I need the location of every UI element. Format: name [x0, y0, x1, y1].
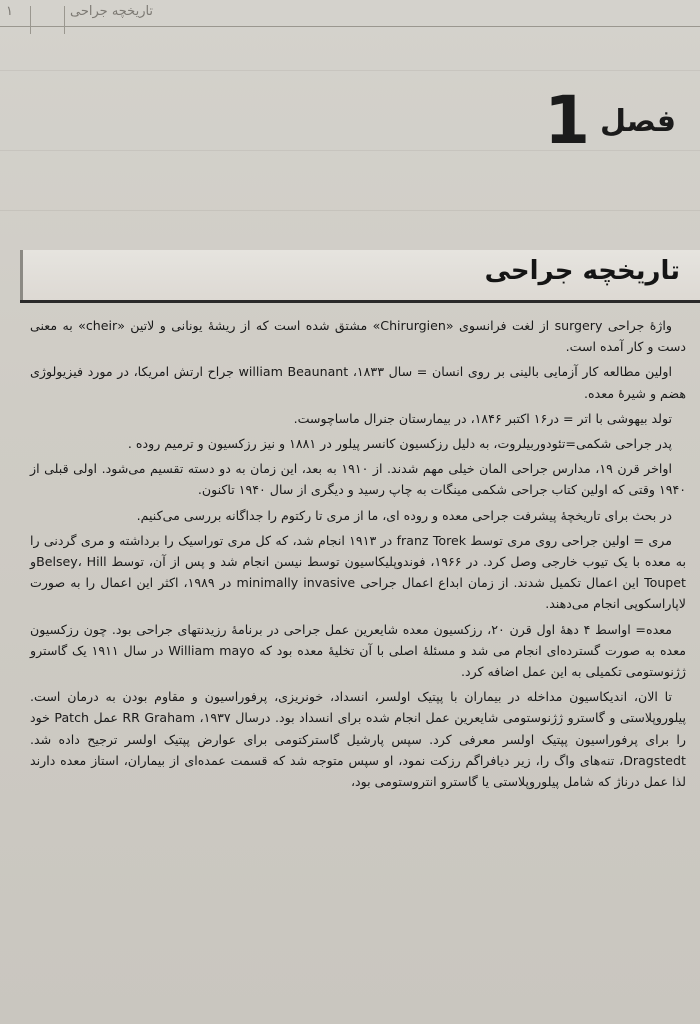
paragraph: پدر جراحی شکمی=تئودوربیلروت، به دلیل رزکسیون کانسر پیلور در ۱۸۸۱ و نیز رزکسیون و ترمیم روده . [127, 436, 672, 452]
paragraph: مری = اولین جراحی روی مری توسط franz Torek در ۱۹۱۳ انجام شد، که کل مری توراسیک را برداشته و مری گردنی را به معده با یک تیوب خارجی وصل کرد. در ۱۹۶۶، فوندوپلیکاسیون توسط نیسن انجام شد و پس از آن، توسط Belsey، Hillو Toupet این اعمال تکمیل شدند. از زمان ابداع اعمال جراحی minimally invasive در ۱۹۸۹، اکثر این اعمال را به صورت لاپاراسکوپی انجام می‌دهند. [30, 532, 686, 612]
chapter-title: تاریخچه جراحی [484, 256, 680, 286]
chapter-heading [544, 82, 676, 159]
page-number: ۱ [6, 4, 13, 19]
bleed-through-line [0, 70, 700, 71]
chapter-label: فصل [600, 103, 676, 139]
paragraph: معده= اواسط ۴ دههٔ اول قرن ۲۰، رزکسیون معده شایعرین عمل جراحی در برنامهٔ رزیدنتهای جراحی بود. چون رزکسیون معده به صورت گسترده‌ای انجام می شد و مسئلهٔ اصلی با آن تخلیهٔ معده بود که William mayo در سال ۱۹۱۱ یک گاسترو ژژنوستومی تکمیلی به این عمل اضافه کرد. [30, 621, 686, 680]
header-divider [30, 6, 31, 34]
header-divider [64, 6, 65, 34]
chapter-number: 1 [544, 82, 591, 159]
bleed-through-line [0, 210, 700, 211]
paragraph: واژهٔ جراحی surgery از لغت فرانسوی «Chirurgien» مشتق شده است که از ریشهٔ یونانی و لاتین «cheir» به معنی دست و کار آمده است. [30, 318, 686, 355]
title-bar-edge [20, 250, 23, 300]
body-text [30, 315, 686, 796]
paragraph: در بحث برای تاریخچهٔ پیشرفت جراحی معده و روده ای، ما از مری تا رکتوم را جداگانه بررسی می‌کنیم. [136, 507, 672, 523]
paragraph: اواخر قرن ۱۹، مدارس جراحی المان خیلی مهم شدند. از ۱۹۱۰ به بعد، این زمان به دو دسته تقسیم می‌شود. اولی قبلی از ۱۹۴۰ وقتی که اولین کتاب جراحی شکمی مینگات به چاپ رسید و دیگری از سال ۱۹۴۰ تاکنون. [30, 461, 686, 498]
running-header [0, 0, 700, 40]
chapter-title-bar [20, 250, 700, 303]
paragraph: تا الان، اندیکاسیون مداخله در بیماران با پپتیک اولسر، انسداد، خونریزی، پرفوراسیون و مقاوم بودن به درمان است. پیلوروپلاستی و گاسترو ژژنوستومی شایعرین عمل انجام شده برای انسداد بود. درسال ۱۹۳۷، RR Graham عمل Patch خود را برای پرفوراسیون پپتیک اولسر معرفی کرد. سپس پارشیل گاسترکتومی برای عوارض پپتیک اولسر ترجیح داده شد. Dragstedt، تنه‌های واگ را، زیر دیافراگم رزکت نمود، او سپس متوجه شد که قسمت عمده‌ای از بیماران، استاز معده دارند لذا عمل درناژ که شامل پیلوروپلاستی یا گاسترو انتروستومی بود، [30, 689, 686, 790]
paragraph: تولد بیهوشی با اتر = در۱۶ اکتبر ۱۸۴۶، در بیمارستان جنرال ماساچوست. [293, 410, 672, 426]
paragraph: اولین مطالعه کار آزمایی بالینی بر روی انسان = سال ۱۸۳۳، william Beaunant جراح ارتش امریکا، در مورد فیزیولوژی هضم و شیرهٔ معده. [30, 364, 686, 401]
running-head-text: تاریخچه جراحی [70, 4, 154, 19]
header-rule [0, 26, 700, 27]
